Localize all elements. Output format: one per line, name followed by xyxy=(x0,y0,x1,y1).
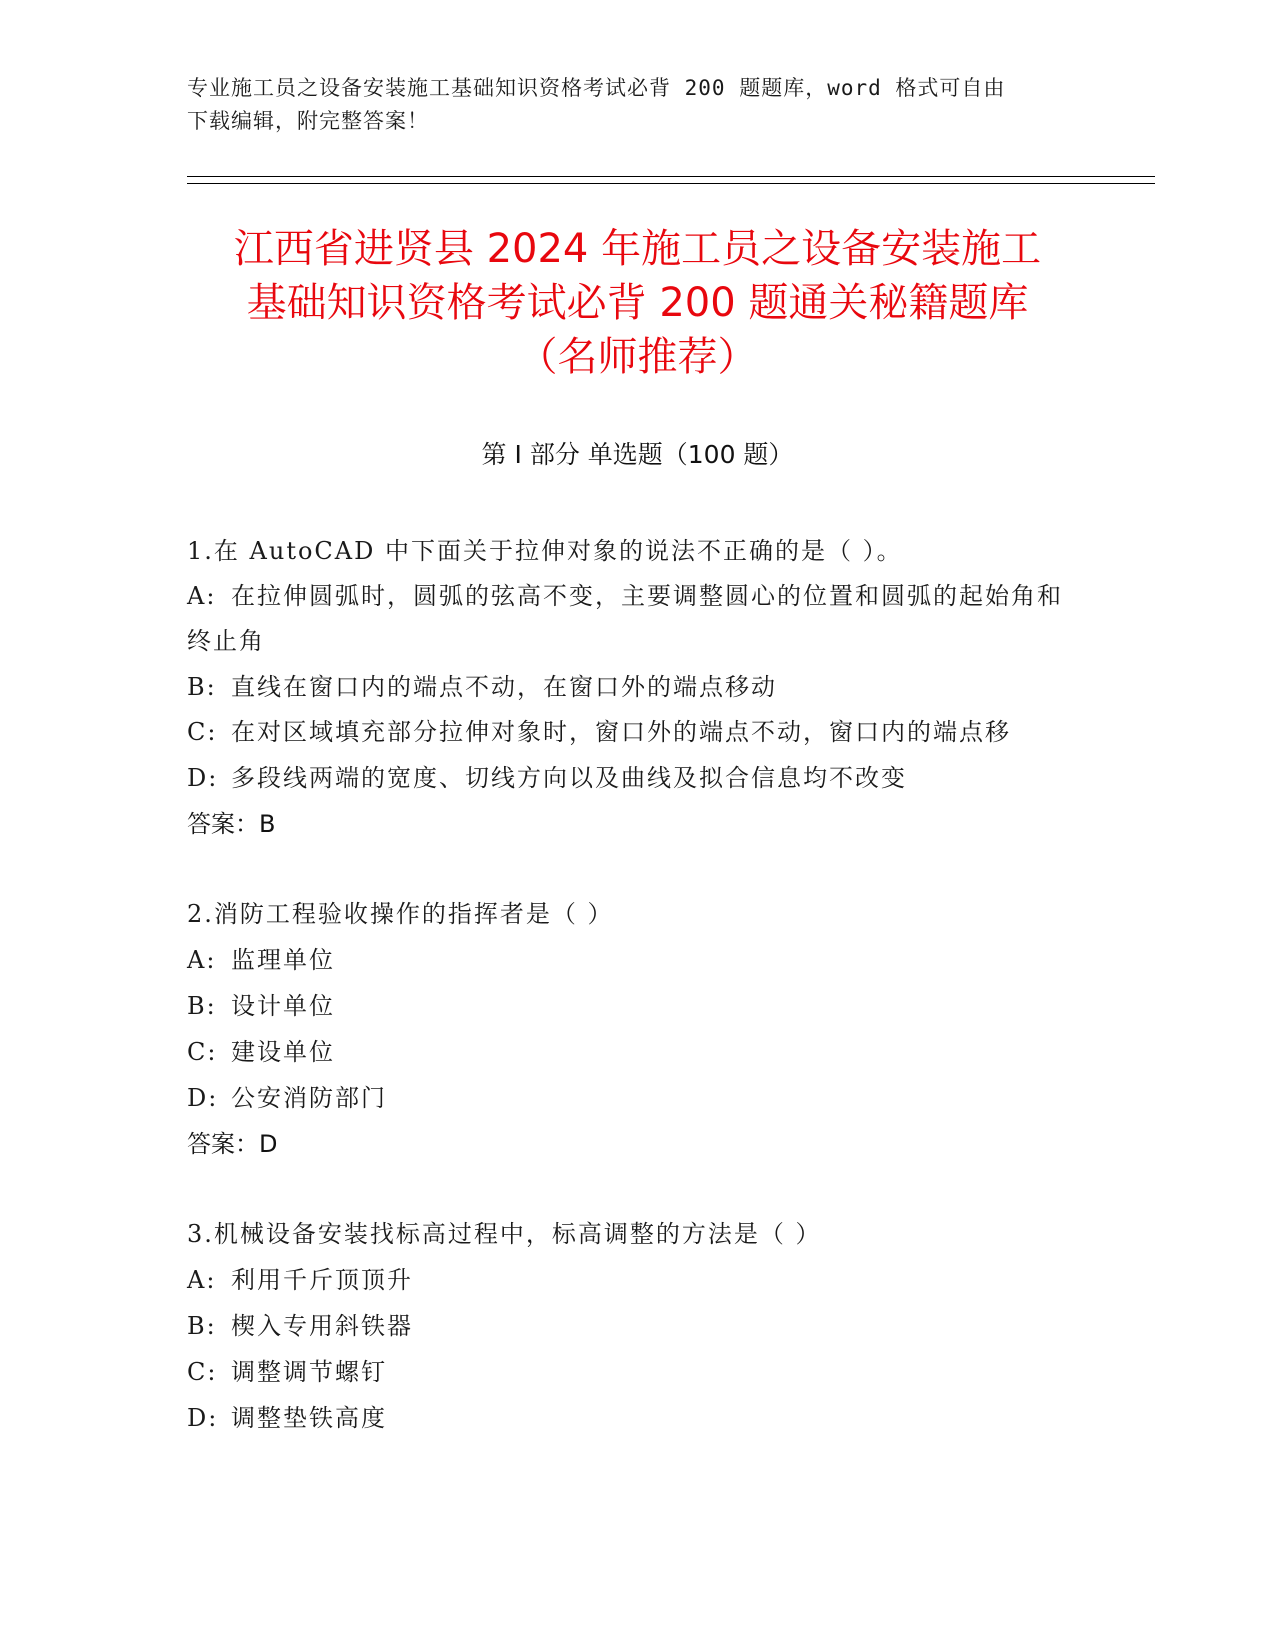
option-prefix: D: xyxy=(187,764,219,792)
option-text: 在拉伸圆弧时，圆弧的弦高不变，主要调整圆心的位置和圆弧的起始角和终止角 xyxy=(187,582,1063,655)
option-a xyxy=(187,1257,1077,1303)
option-text: 在对区域填充部分拉伸对象时，窗口外的端点不动，窗口内的端点移 xyxy=(231,718,1011,746)
question-stem: 3.机械设备安装找标高过程中，标高调整的方法是（ ） xyxy=(187,1220,822,1248)
option-prefix: B: xyxy=(187,673,217,701)
option-d xyxy=(187,1395,1077,1441)
option-text: 直线在窗口内的端点不动，在窗口外的端点移动 xyxy=(231,673,777,701)
section-heading: 第 I 部分 单选题（100 题） xyxy=(481,440,794,469)
question-3 xyxy=(187,1211,1077,1441)
option-prefix: B: xyxy=(187,1312,217,1340)
option-prefix: B: xyxy=(187,992,217,1020)
title-line-2: 基础知识资格考试必背 200 题通关秘籍题库 xyxy=(246,280,1029,326)
option-a xyxy=(187,937,1077,983)
option-text: 多段线两端的宽度、切线方向以及曲线及拟合信息均不改变 xyxy=(231,764,907,792)
header-note xyxy=(187,72,1067,138)
option-prefix: D: xyxy=(187,1084,219,1112)
option-prefix: C: xyxy=(187,1358,218,1386)
title-line-3: （名师推荐） xyxy=(517,334,758,380)
header-divider-top xyxy=(187,176,1155,177)
option-prefix: C: xyxy=(187,718,218,746)
question-list xyxy=(187,528,1077,1485)
option-prefix: A: xyxy=(187,582,217,610)
option-text: 利用千斤顶顶升 xyxy=(231,1266,413,1294)
option-prefix: A: xyxy=(187,946,217,974)
option-prefix: C: xyxy=(187,1038,218,1066)
option-prefix: D: xyxy=(187,1404,219,1432)
title-line-1: 江西省进贤县 2024 年施工员之设备安装施工 xyxy=(233,226,1042,272)
answer-line: 答案：D xyxy=(187,1130,278,1158)
option-d xyxy=(187,1075,1077,1121)
option-text: 楔入专用斜铁器 xyxy=(231,1312,413,1340)
option-text: 调整垫铁高度 xyxy=(231,1404,387,1432)
header-note-line-2: 下载编辑，附完整答案！ xyxy=(187,109,429,133)
option-b xyxy=(187,1303,1077,1349)
option-text: 建设单位 xyxy=(231,1038,335,1066)
option-b xyxy=(187,664,1077,710)
option-prefix: A: xyxy=(187,1266,217,1294)
answer-line: 答案：B xyxy=(187,810,276,838)
option-a xyxy=(187,574,1077,664)
option-c xyxy=(187,1349,1077,1395)
question-stem: 2.消防工程验收操作的指挥者是（ ） xyxy=(187,900,614,928)
option-c xyxy=(187,1029,1077,1075)
document-title xyxy=(150,222,1125,384)
header-divider-bottom xyxy=(187,183,1155,184)
option-c xyxy=(187,710,1077,755)
question-stem: 1.在 AutoCAD 中下面关于拉伸对象的说法不正确的是（ ）。 xyxy=(187,537,903,565)
option-text: 监理单位 xyxy=(231,946,335,974)
question-1 xyxy=(187,528,1077,847)
option-d xyxy=(187,755,1077,801)
question-2 xyxy=(187,891,1077,1167)
option-b xyxy=(187,983,1077,1029)
option-text: 调整调节螺钉 xyxy=(231,1358,387,1386)
option-text: 设计单位 xyxy=(231,992,335,1020)
header-note-line-1: 专业施工员之设备安装施工基础知识资格考试必背 200 题题库，word 格式可自由 xyxy=(187,76,1006,100)
option-text: 公安消防部门 xyxy=(231,1084,387,1112)
